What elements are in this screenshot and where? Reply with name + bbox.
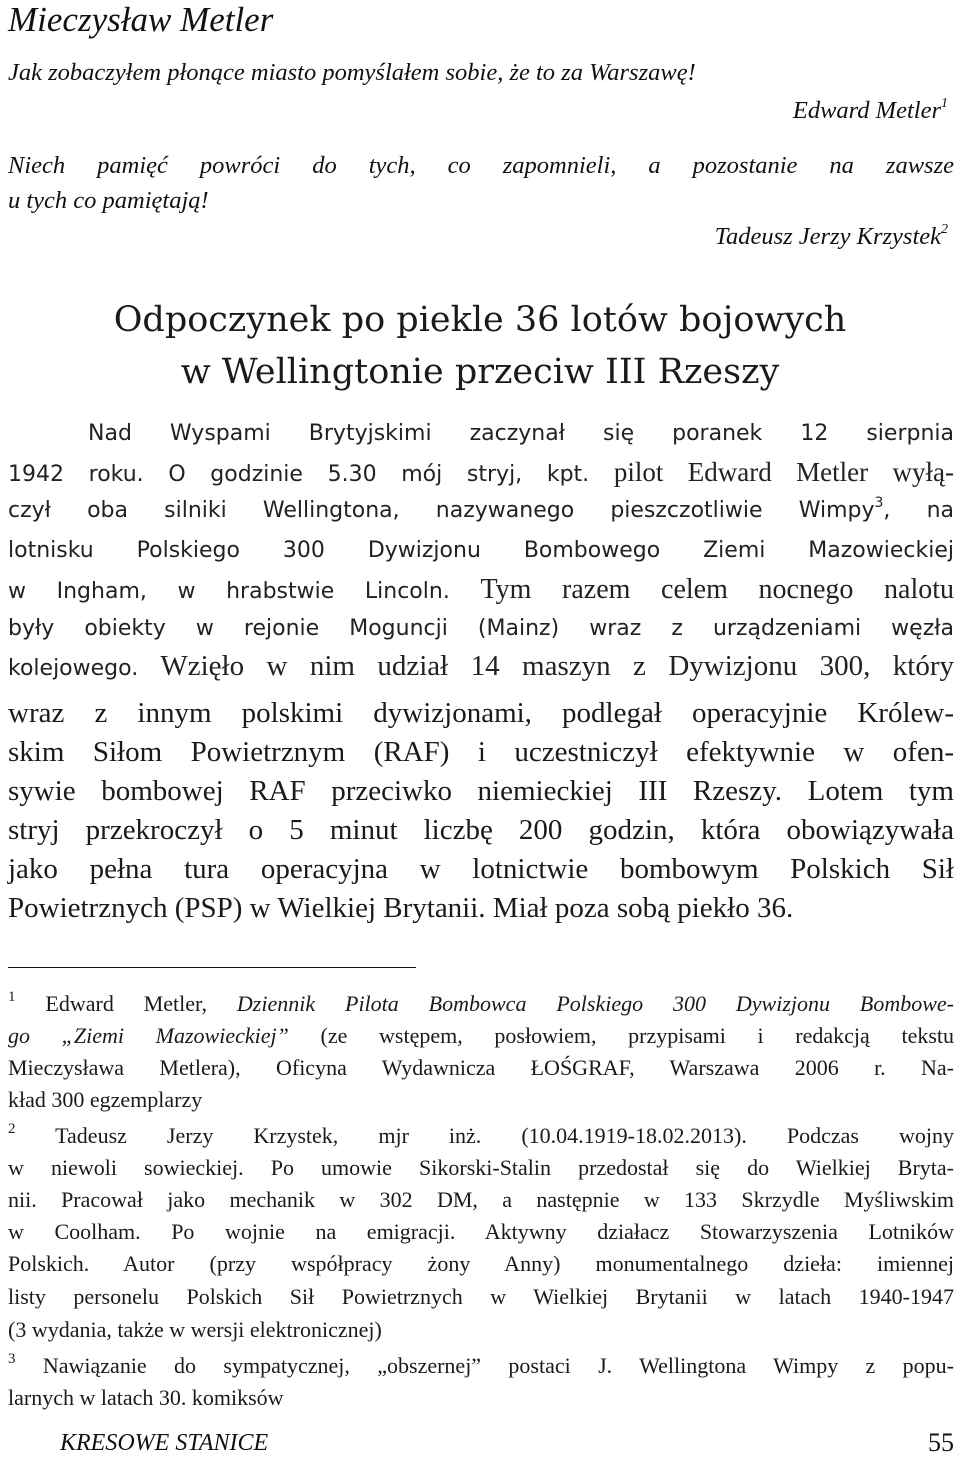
body-line-12: jako pełna tura operacyjna w lotnictwie bombowym Polskich Sił — [8, 853, 954, 885]
body-line-11: stryj przekroczył o 5 minut liczbę 200 godzin, która obowiązywała — [8, 814, 954, 846]
body-line-10: sywie bombowej RAF przeciwko niemieckiej III Rzeszy. Lotem tym — [8, 775, 954, 807]
body-line-13: Powietrznych (PSP) w Wielkiej Brytanii. Miał poza sobą piekło 36. — [8, 892, 794, 924]
body-line-6: były obiekty w rejonie Moguncji (Mainz) wraz z urządzeniami węzła — [8, 616, 954, 641]
footnote-1-line-2: go „Ziemi Mazowieckiej” (ze wstępem, posłowiem, przypisami i redakcją tekstu — [8, 1023, 955, 1048]
footnote-2-line-6: listy personelu Polskich Sił Powietrznych w Wielkiej Brytanii w latach 1940-1947 — [8, 1284, 954, 1309]
article-title-line-2: w Wellingtonie przeciw III Rzeszy — [180, 352, 780, 392]
journal-name: KRESOWE STANICE — [60, 1430, 269, 1456]
footnote-2-line-2: w niewoli sowieckiej. Po umowie Sikorski-Stalin przedostał się do Wielkiej Bryta- — [8, 1155, 954, 1180]
page-number: 55 — [928, 1428, 954, 1457]
footnote-1-line-3: Mieczysława Metlera), Oficyna Wydawnicza ŁOŚGRAF, Warszawa 2006 r. Na- — [8, 1055, 954, 1080]
footnote-ref-3: 3 — [874, 494, 884, 511]
footnote-2-line-3: nii. Pracował jako mechanik w 302 DM, a następnie w 133 Skrzydle Myśliwskim — [8, 1187, 954, 1212]
epigraph-1-attribution: Edward Metler$^1$ — [792, 95, 948, 124]
epigraph-2-line-1: Niech pamięć powróci do tych, co zapomnieli, a pozostanie na zawsze — [8, 152, 954, 179]
body-line-9: skim Siłom Powietrznym (RAF) i uczestniczył efektywnie w ofen- — [8, 736, 954, 768]
body-line-8: wraz z innym polskimi dywizjonami, podlegał operacyjnie Królew- — [8, 697, 954, 729]
footnote-ref-1: 1 — [941, 95, 948, 111]
footnote-1-line-4: kład 300 egzemplarzy — [8, 1087, 203, 1112]
body-line-3: czył oba silniki Wellingtona, nazywanego pieszczotliwie Wimpy$^3$, na — [8, 494, 954, 523]
footnote-2-line-7: (3 wydania, także w wersji elektronicznej) — [8, 1317, 382, 1342]
article-title-line-1: Odpoczynek po piekle 36 lotów bojowych — [113, 300, 847, 340]
body-line-7: kolejowego. Wzięło w nim udział 14 maszyn z Dywizjonu 300, który — [8, 650, 954, 682]
footnote-ref-2: 2 — [941, 221, 948, 237]
epigraph-2-line-2: u tych co pamiętają! — [8, 187, 209, 214]
footnote-3-line-1: $^3$ Nawiązanie do sympatycznej, „obszernej” postaci J. Wellingtona Wimpy z popu- — [8, 1350, 955, 1378]
footnote-2-line-5: Polskich. Autor (przy współpracy żony Anny) monumentalnego dzieła: imiennej — [8, 1251, 954, 1276]
footnote-1-line-1: $^1$ Edward Metler, Dziennik Pilota Bombowca Polskiego 300 Dywizjonu Bombowe- — [8, 988, 955, 1016]
epigraph-1: Jak zobaczyłem płonące miasto pomyślałem sobie, że to za Warszawę! — [8, 59, 696, 86]
body-line-1: Nad Wyspami Brytyjskimi zaczynał się poranek 12 sierpnia — [88, 421, 954, 446]
footnote-3-line-2: larnych w latach 30. komiksów — [8, 1385, 284, 1410]
body-line-5: w Ingham, w hrabstwie Lincoln. Tym razem celem nocnego nalotu — [8, 574, 955, 605]
author-name: Mieczysław Metler — [8, 0, 274, 39]
footnote-2-line-4: w Coolham. Po wojnie na emigracji. Aktywny działacz Stowarzyszenia Lotników — [8, 1219, 954, 1244]
body-line-2: 1942 roku. O godzinie 5.30 mój stryj, kpt. pilot Edward Metler wyłą- — [8, 457, 954, 487]
footnote-2-line-1: $^2$ Tadeusz Jerzy Krzystek, mjr inż. (10.04.1919-18.02.2013). Podczas wojny — [8, 1120, 954, 1148]
footnote-separator — [8, 967, 416, 968]
body-line-4: lotnisku Polskiego 300 Dywizjonu Bombowego Ziemi Mazowieckiej — [8, 538, 954, 563]
epigraph-2-attribution: Tadeusz Jerzy Krzystek$^2$ — [714, 221, 948, 250]
